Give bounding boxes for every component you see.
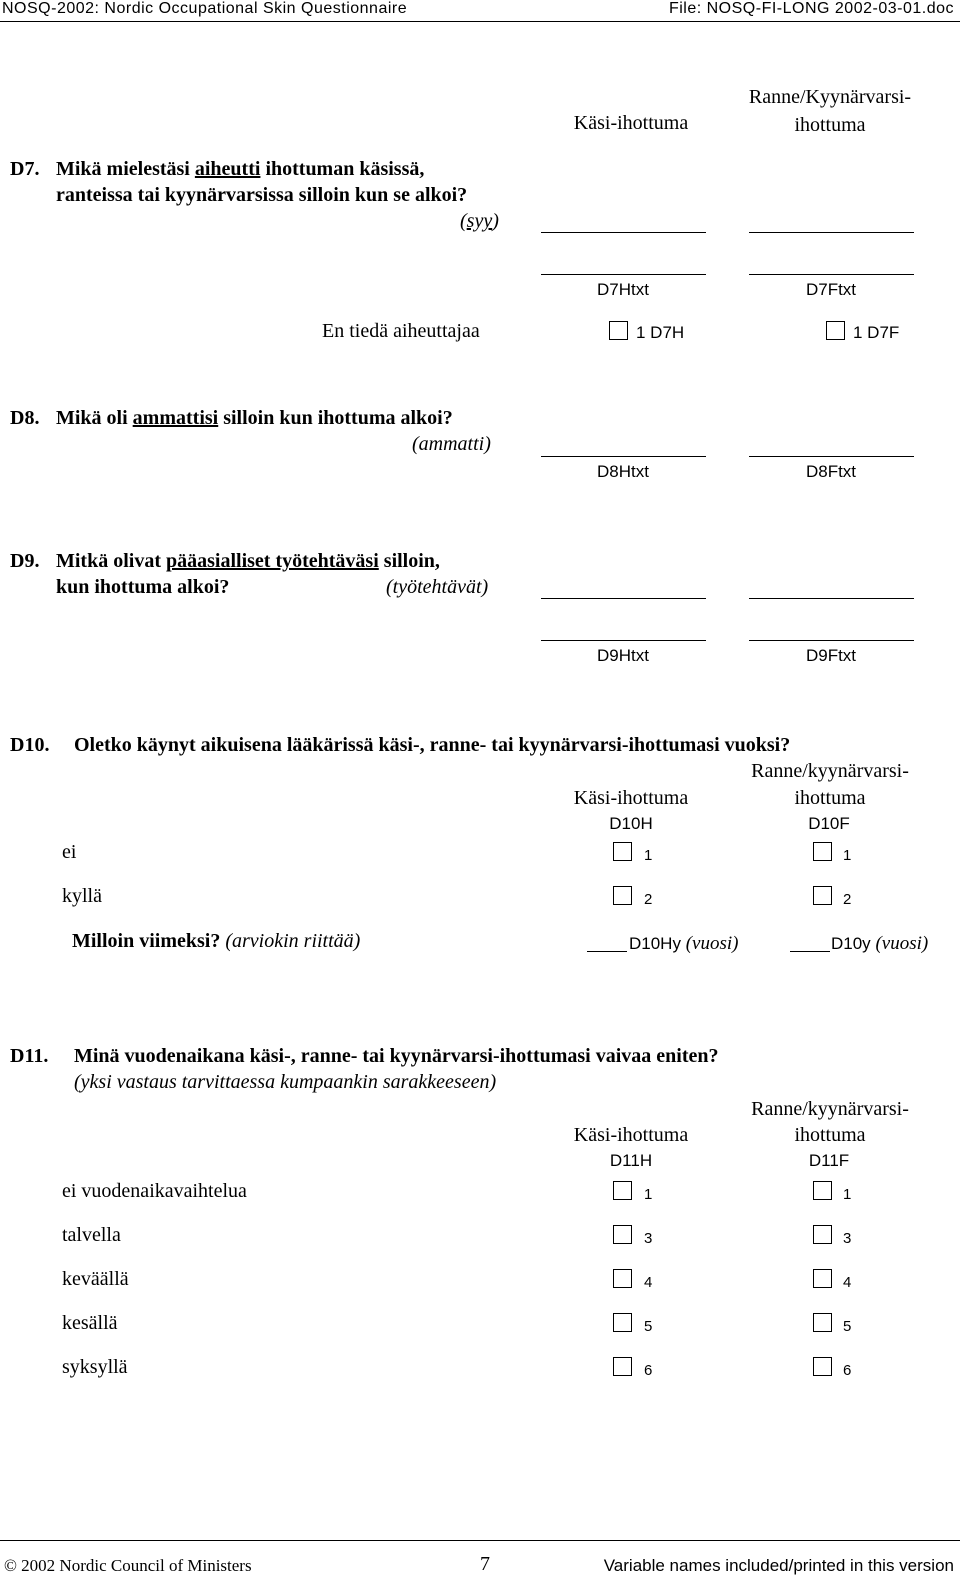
footer-rule [0, 1540, 960, 1541]
answer-line-d9-wrist-2[interactable] [749, 640, 914, 641]
variable-d8-wrist: D8Ftxt [805, 462, 857, 481]
checkbox-d11-wrist-winter[interactable] [813, 1225, 832, 1244]
question-text-d8: Mikä oli ammattisi silloin kun ihottuma alkoi? [56, 407, 453, 429]
question-text-d9-line1: Mitkä olivat pääasialliset työtehtäväsi silloin, [56, 550, 440, 572]
checkbox-code-d10-wrist-ei: 1 [843, 847, 852, 864]
variable-d10-wrist: D10F [808, 814, 850, 833]
checkbox-d11-hand-winter[interactable] [613, 1225, 632, 1244]
checkbox-code-d11-hand-none: 1 [644, 1186, 653, 1203]
column-header-wrist-line1: Ranne/Kyynärvarsi- [748, 86, 912, 108]
checkbox-code-d11-wrist-summer: 5 [843, 1318, 852, 1335]
checkbox-d11-hand-autumn[interactable] [613, 1357, 632, 1376]
option-unknown-label: En tiedä aiheuttajaa [322, 320, 480, 342]
answer-line-d8-wrist[interactable] [749, 456, 914, 457]
checkbox-d7-hand-unknown[interactable] [609, 321, 628, 340]
variable-d9-hand: D9Htxt [597, 646, 649, 665]
checkbox-code-d10-hand-ei: 1 [644, 847, 653, 864]
header-title: NOSQ-2002: Nordic Occupational Skin Questionnaire [2, 0, 408, 17]
question-hint-d7: (syy) [460, 210, 499, 232]
question-number-d7: D7. [10, 158, 40, 180]
variable-d10-hand: D10H [609, 814, 653, 833]
question-text-d10: Oletko käynyt aikuisena lääkärissä käsi-, ranne- tai kyynärvarsi-ihottumasi vuoksi? [74, 734, 791, 756]
checkbox-code-d11-wrist-autumn: 6 [843, 1362, 852, 1379]
question-number-d8: D8. [10, 407, 40, 429]
d11-option-label-none: ei vuodenaikavaihtelua [62, 1180, 247, 1202]
checkbox-d11-wrist-autumn[interactable] [813, 1357, 832, 1376]
checkbox-d11-hand-summer[interactable] [613, 1313, 632, 1332]
footer-page-number: 7 [480, 1553, 490, 1575]
answer-line-d9-hand-1[interactable] [541, 598, 706, 599]
question-text-d9-line2: kun ihottuma alkoi? [56, 576, 230, 598]
checkbox-code-d11-wrist-spring: 4 [843, 1274, 852, 1291]
d11-column-header-hand: Käsi-ihottuma [573, 1124, 689, 1146]
checkbox-d10-wrist-kylla[interactable] [813, 886, 832, 905]
checkbox-code-d11-hand-autumn: 6 [644, 1362, 653, 1379]
variable-d9-wrist: D9Ftxt [805, 646, 857, 665]
answer-line-d10-hand-year[interactable] [587, 951, 627, 952]
checkbox-code-d10-hand-kylla: 2 [644, 891, 653, 908]
checkbox-d10-hand-ei[interactable] [613, 842, 632, 861]
d10-when-question: Milloin viimeksi? (arviokin riittää) [72, 930, 361, 952]
question-hint-d11: (yksi vastaus tarvittaessa kumpaankin sarakkeeseen) [74, 1071, 497, 1093]
question-hint-d8: (ammatti) [412, 433, 491, 455]
column-header-wrist-line2: ihottuma [794, 114, 866, 136]
d10-option-label-kylla: kyllä [62, 885, 102, 907]
d10-wrist-year-field: D10y (vuosi) [831, 933, 929, 954]
question-text-d7-line2: ranteissa tai kyynärvarsissa silloin kun se alkoi? [56, 184, 468, 206]
answer-line-d10-wrist-year[interactable] [790, 951, 830, 952]
variable-d11-hand: D11H [609, 1151, 653, 1170]
checkbox-d7-wrist-unknown[interactable] [826, 321, 845, 340]
checkbox-d11-wrist-none[interactable] [813, 1181, 832, 1200]
d11-option-label-winter: talvella [62, 1224, 121, 1246]
footer-copyright: © 2002 Nordic Council of Ministers [4, 1556, 252, 1575]
d10-option-label-ei: ei [62, 841, 77, 863]
answer-line-d7-hand-2[interactable] [541, 274, 706, 275]
checkbox-d11-hand-none[interactable] [613, 1181, 632, 1200]
variable-d11-wrist: D11F [808, 1151, 850, 1170]
footer-note: Variable names included/printed in this version [603, 1556, 954, 1575]
d11-column-header-wrist-line1: Ranne/kyynärvarsi- [751, 1098, 909, 1120]
column-header-hand: Käsi-ihottuma [573, 112, 689, 134]
d11-column-header-wrist-line2: ihottuma [794, 1124, 866, 1146]
variable-d7-wrist: D7Ftxt [805, 280, 857, 299]
header-rule [0, 21, 960, 22]
question-hint-d9: (työtehtävät) [386, 576, 489, 598]
d11-option-label-autumn: syksyllä [62, 1356, 128, 1378]
d10-column-header-hand: Käsi-ihottuma [573, 787, 689, 809]
answer-line-d7-wrist-1[interactable] [749, 232, 914, 233]
question-number-d11: D11. [10, 1045, 49, 1067]
answer-line-d7-hand-1[interactable] [541, 232, 706, 233]
header-filename: File: NOSQ-FI-LONG 2002-03-01.doc [668, 0, 954, 17]
checkbox-label-d7-hand: 1 D7H [636, 323, 685, 342]
checkbox-code-d11-wrist-winter: 3 [843, 1230, 852, 1247]
question-text-d11: Minä vuodenaikana käsi-, ranne- tai kyynärvarsi-ihottumasi vaivaa eniten? [74, 1045, 719, 1067]
variable-d7-hand: D7Htxt [597, 280, 649, 299]
checkbox-code-d11-hand-winter: 3 [644, 1230, 653, 1247]
question-number-d9: D9. [10, 550, 40, 572]
checkbox-d10-wrist-ei[interactable] [813, 842, 832, 861]
d11-option-label-spring: keväällä [62, 1268, 129, 1290]
checkbox-d10-hand-kylla[interactable] [613, 886, 632, 905]
checkbox-d11-hand-spring[interactable] [613, 1269, 632, 1288]
answer-line-d8-hand[interactable] [541, 456, 706, 457]
answer-line-d7-wrist-2[interactable] [749, 274, 914, 275]
d10-column-header-wrist-line2: ihottuma [794, 787, 866, 809]
checkbox-code-d11-hand-summer: 5 [644, 1318, 653, 1335]
d10-column-header-wrist-line1: Ranne/kyynärvarsi- [751, 760, 909, 782]
checkbox-d11-wrist-summer[interactable] [813, 1313, 832, 1332]
checkbox-code-d11-hand-spring: 4 [644, 1274, 653, 1291]
question-text-d7-line1: Mikä mielestäsi aiheutti ihottuman käsissä, [56, 158, 425, 180]
d11-option-label-summer: kesällä [62, 1312, 118, 1334]
checkbox-label-d7-wrist: 1 D7F [853, 323, 900, 342]
checkbox-code-d11-wrist-none: 1 [843, 1186, 852, 1203]
variable-d8-hand: D8Htxt [597, 462, 649, 481]
answer-line-d9-wrist-1[interactable] [749, 598, 914, 599]
checkbox-code-d10-wrist-kylla: 2 [843, 891, 852, 908]
checkbox-d11-wrist-spring[interactable] [813, 1269, 832, 1288]
question-number-d10: D10. [10, 734, 50, 756]
answer-line-d9-hand-2[interactable] [541, 640, 706, 641]
d10-hand-year-field: D10Hy (vuosi) [629, 933, 739, 954]
